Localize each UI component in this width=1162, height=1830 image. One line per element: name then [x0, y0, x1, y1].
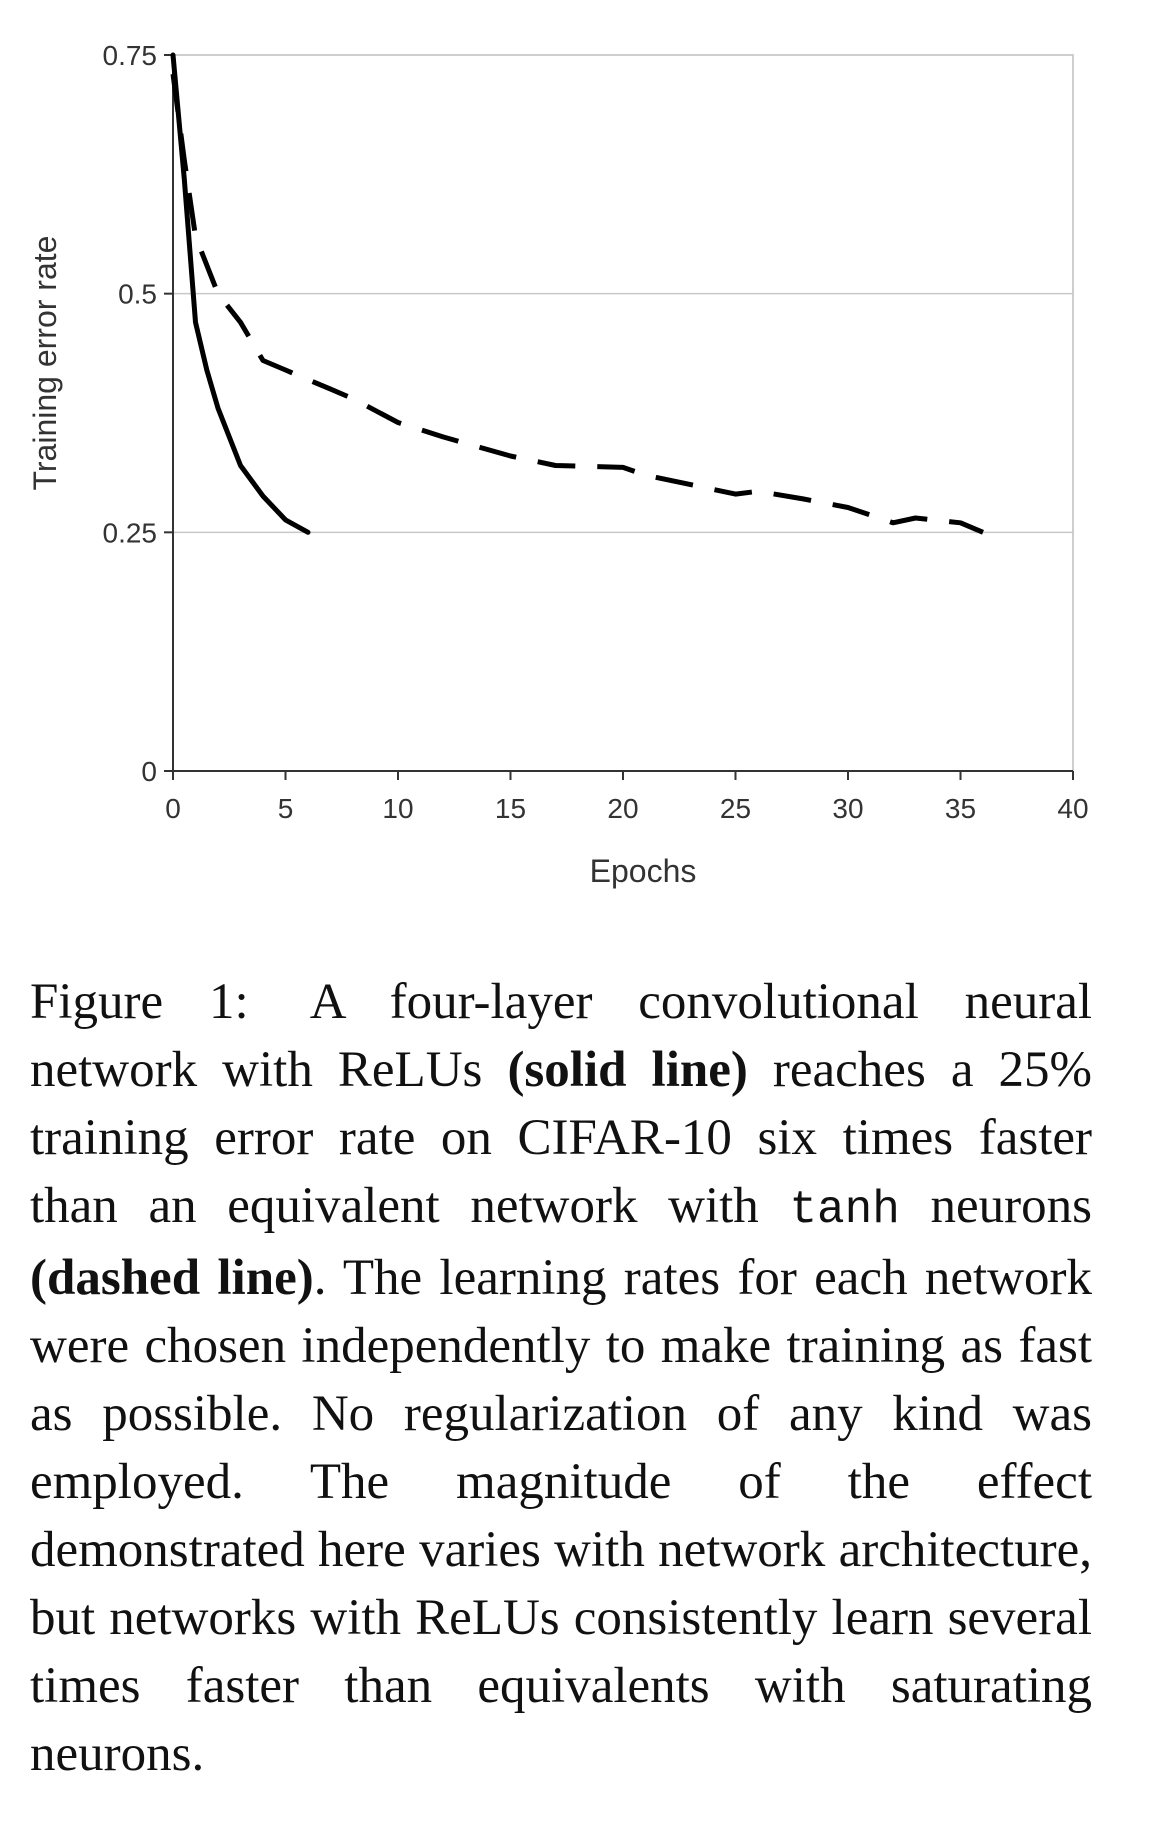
- x-tick-label: 35: [944, 793, 977, 824]
- caption-text-2: reaches a 25% training error rate on CIFAR-10 six times faster than an equivalent network with: [30, 1042, 1093, 1234]
- x-tick-label: 20: [607, 793, 639, 824]
- x-tick-label: 25: [719, 793, 752, 824]
- caption-tanh: tanh: [789, 1184, 900, 1236]
- x-tick-label: 5: [277, 793, 294, 824]
- y-tick-label: 0: [141, 756, 157, 787]
- y-tick-label: 0.5: [118, 278, 157, 310]
- caption-text-3: neurons: [899, 1178, 1093, 1234]
- caption-solid-line: (solid line): [507, 1042, 748, 1098]
- x-tick-label: 40: [1057, 793, 1089, 824]
- y-axis-title: Training error rate: [27, 235, 63, 491]
- figure-caption: [30, 968, 1092, 1788]
- x-tick-label: 10: [382, 793, 414, 824]
- x-axis-title: Epochs: [589, 853, 697, 889]
- x-tick-label: 15: [494, 793, 527, 824]
- x-tick-label: 0: [165, 793, 181, 824]
- caption-dashed-line: (dashed line): [30, 1250, 314, 1306]
- y-tick-label: 0.25: [102, 517, 157, 549]
- x-tick-label: 30: [832, 793, 864, 824]
- caption-text-4: . The learning rates for each network were chosen independently to make training as fast as possible. No regularization of any kind was employed. The magnitude of the effect demonstrated here varies with network architecture, but networks with ReLUs consistently learn several times faster than equivalents with saturating neurons.: [30, 1250, 1092, 1782]
- figure-label: Figure 1:: [30, 974, 249, 1030]
- caption-text-1: A four-layer convolutional neural network with ReLUs: [30, 974, 1093, 1098]
- y-tick-label: 0.75: [102, 40, 157, 71]
